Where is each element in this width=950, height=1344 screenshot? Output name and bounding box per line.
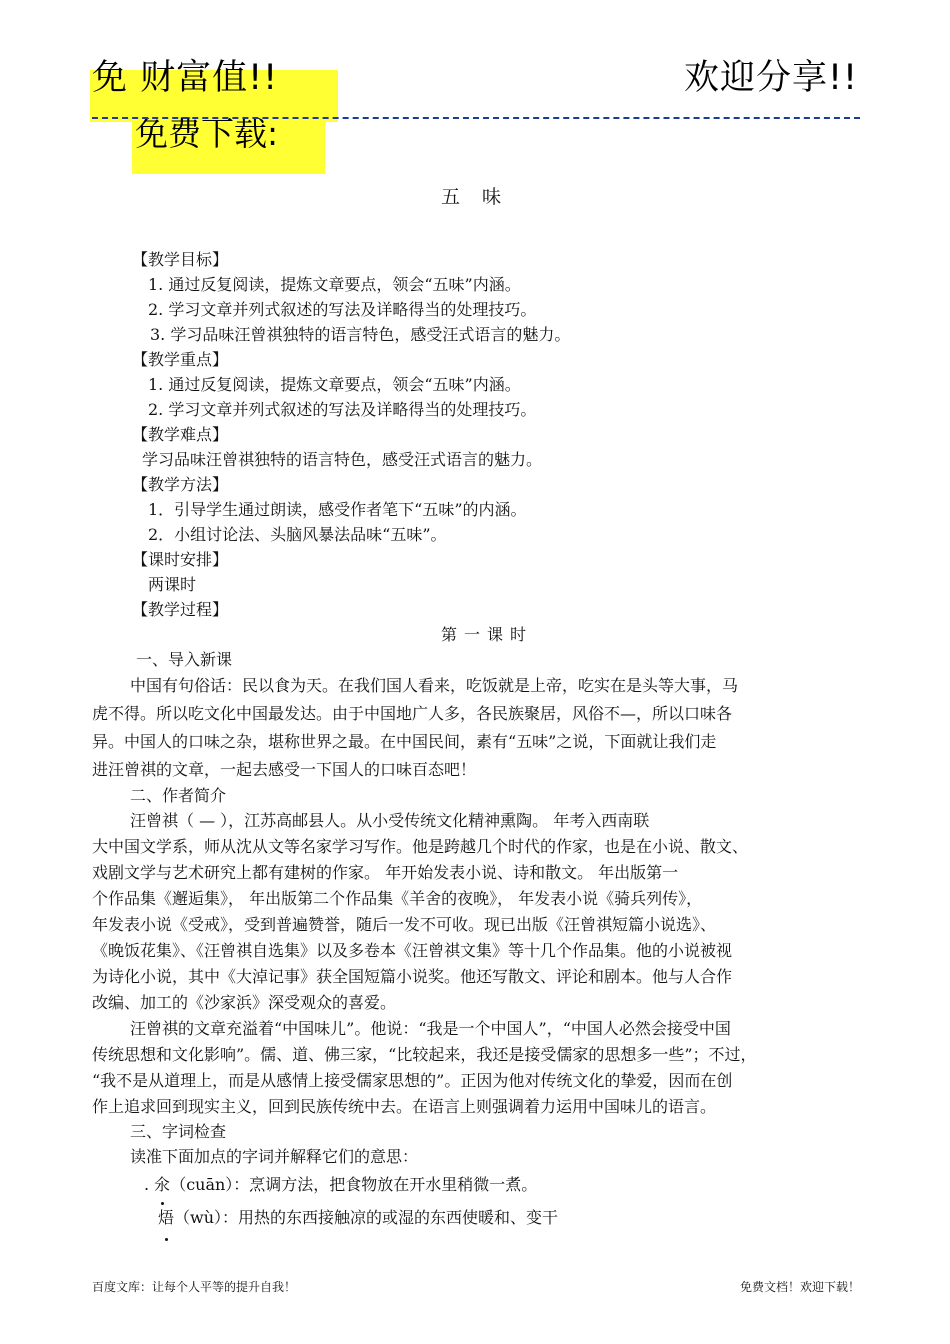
process-heading: 【教学过程】: [132, 600, 229, 619]
key-heading: 【教学重点】: [132, 350, 229, 369]
key-item: 1. 通过反复阅读，提炼文章要点，领会“五味”内涵。: [148, 375, 521, 394]
schedule-text: 两课时: [148, 575, 197, 594]
goal-item: 1. 通过反复阅读，提炼文章要点，领会“五味”内涵。: [148, 275, 521, 294]
part1-heading: 一、导入新课: [136, 650, 233, 669]
text-line: 大中国文学系，师从沈从文等名家学习写作。他是跨越几个时代的作家，也是在小说、散文、: [92, 837, 749, 856]
text-line: 年发表小说《受戒》，受到普遍赞誉，随后一发不可收。现已出版《汪曾祺短篇小说选》、: [92, 915, 717, 934]
text-line: 汪曾祺的文章充溢着“中国味儿”。他说：“我是一个中国人”，“中国人必然会接受中国: [130, 1019, 731, 1038]
schedule-heading: 【课时安排】: [132, 550, 229, 569]
text-line: 进汪曾祺的文章，一起去感受一下国人的口味百态吧！: [92, 760, 477, 779]
method-heading: 【教学方法】: [132, 475, 229, 494]
key-item: 2. 学习文章并列式叙述的写法及详略得当的处理技巧。: [148, 400, 537, 419]
text-line: 汪曾祺（ — ），江苏高邮县人。从小受传统文化精神熏陶。 年考入西南联: [130, 811, 650, 830]
text-line: 戏剧文学与艺术研究上都有建树的作家。 年开始发表小说、诗和散文。 年出版第一: [92, 863, 679, 882]
lesson-title: 第一课时: [440, 625, 533, 644]
header-left-line1: 免 财富值!!: [92, 58, 279, 98]
method-item: 1．引导学生通过朗读，感受作者笔下“五味”的内涵。: [148, 500, 527, 519]
goal-heading: 【教学目标】: [132, 250, 229, 269]
vocab-char: 氽: [154, 1170, 170, 1200]
text-line: 异。中国人的口味之杂，堪称世界之最。在中国民间，素有“五味”之说，下面就让我们走: [92, 732, 717, 751]
text-line: 传统思想和文化影响”。儒、道、佛三家，“比较起来，我还是接受儒家的思想多一些”；不过，: [92, 1045, 757, 1064]
text-line: 为诗化小说，其中《大淖记事》获全国短篇小说奖。他还写散文、评论和剧本。他与人合作: [92, 967, 733, 986]
text-line: “我不是从道理上，而是从感情上接受儒家思想的”。正因为他对传统文化的挚爱，因而在创: [92, 1071, 733, 1090]
text-line: 中国有句俗话：民以食为天。在我们国人看来，吃饭就是上帝，吃实在是头等大事，马: [130, 676, 739, 695]
part1-paragraph: [92, 672, 862, 784]
vocab-def: （wù）：用热的东西接触凉的或湿的东西使暖和、变干: [174, 1208, 559, 1227]
document-title: 五 味: [440, 186, 510, 208]
vocab-item: [92, 1170, 862, 1200]
part3-heading: 三、字词检查: [130, 1122, 227, 1141]
goal-item: 2. 学习文章并列式叙述的写法及详略得当的处理技巧。: [148, 300, 537, 319]
footer-left: 百度文库：让每个人平等的提升自我！: [92, 1280, 297, 1294]
difficulty-text: 学习品味汪曾祺独特的语言特色，感受汪式语言的魅力。: [142, 450, 543, 469]
part2-paragraph: [92, 808, 862, 1016]
header-right: 欢迎分享!!: [683, 58, 858, 98]
goal-item: 3. 学习品味汪曾祺独特的语言特色，感受汪式语言的魅力。: [150, 325, 571, 344]
part3-intro: 读准下面加点的字词并解释它们的意思：: [130, 1147, 419, 1166]
difficulty-heading: 【教学难点】: [132, 425, 229, 444]
header-left-line2: 免费下载:: [135, 114, 279, 153]
document-body: [92, 247, 862, 1236]
vocab-prefix: .: [144, 1175, 155, 1194]
part2-heading: 二、作者简介: [130, 786, 227, 805]
text-line: 虎不得。所以吃文化中国最发达。由于中国地广人多，各民族聚居，风俗不—，所以口味各: [92, 704, 733, 723]
part2b-paragraph: [92, 1016, 862, 1120]
vocab-def: （cuān）：烹调方法，把食物放在开水里稍微一煮。: [170, 1175, 538, 1194]
header-divider: [92, 117, 860, 119]
text-line: 个作品集《邂逅集》， 年出版第二个作品集《羊舍的夜晚》， 年发表小说《骑兵列传》，: [92, 889, 703, 908]
text-line: 《晚饭花集》、《汪曾祺自选集》以及多卷本《汪曾祺文集》等十几个作品集。他的小说被视: [92, 941, 733, 960]
text-line: 作上追求回到现实主义，回到民族传统中去。在语言上则强调着力运用中国味儿的语言。: [92, 1097, 717, 1116]
vocab-item: [92, 1200, 862, 1236]
method-item: 2．小组讨论法、头脑风暴法品味“五味”。: [148, 525, 447, 544]
footer-right: 免费文档！欢迎下载！: [739, 1280, 860, 1294]
vocab-char: 焐: [158, 1200, 174, 1236]
text-line: 改编、加工的《沙家浜》深受观众的喜爱。: [92, 993, 397, 1012]
